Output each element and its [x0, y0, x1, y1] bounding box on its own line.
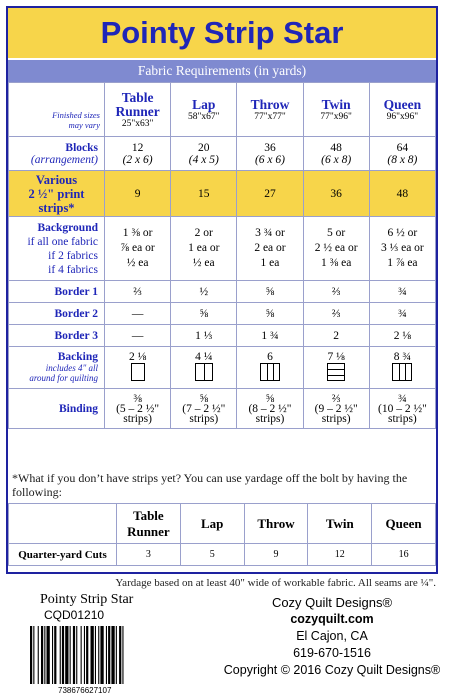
company-city: El Cajon, CA [296, 629, 368, 643]
border1-cell: ¾ [369, 281, 435, 303]
background-cell: 5 or 2 ½ ea or 1 ⅜ ea [303, 217, 369, 281]
blocks-cell: 48 (6 x 8) [303, 137, 369, 171]
border1-cell: ⅔ [105, 281, 171, 303]
binding-cell: ⅝ (8 – 2 ½" strips) [237, 389, 303, 429]
binding-cell: ⅝ (7 – 2 ½" strips) [171, 389, 237, 429]
qy-header-table-runner: Table Runner [117, 504, 181, 544]
border2-label: Border 2 [9, 303, 105, 325]
company-name: Cozy Quilt Designs® [271, 595, 393, 610]
border2-cell: ⅝ [237, 303, 303, 325]
page-title: Pointy Strip Star [8, 8, 436, 58]
quarter-yard-cell: 16 [372, 544, 436, 566]
border2-cell: — [105, 303, 171, 325]
background-cell: 2 or 1 ea or ½ ea [171, 217, 237, 281]
blocks-cell: 36 (6 x 6) [237, 137, 303, 171]
backing-cell: 4 ¼ [171, 347, 237, 389]
three-panel-vertical-icon [260, 363, 280, 381]
backing-cell: 2 ⅛ [105, 347, 171, 389]
three-panel-vertical-icon [392, 363, 412, 381]
quarter-yard-table [8, 503, 436, 566]
quarter-yard-row [9, 544, 436, 566]
col-header-lap: Lap 58"x67" [171, 83, 237, 137]
border1-label: Border 1 [9, 281, 105, 303]
border3-label: Border 3 [9, 325, 105, 347]
border2-cell: ⅝ [171, 303, 237, 325]
strips-row [9, 171, 436, 217]
border1-cell: ⅝ [237, 281, 303, 303]
blocks-cell: 12 (2 x 6) [105, 137, 171, 171]
qy-header-queen: Queen [372, 504, 436, 544]
border3-cell: 1 ¾ [237, 325, 303, 347]
background-cell: 6 ½ or 3 ⅓ ea or 1 ⅞ ea [369, 217, 435, 281]
blocks-row [9, 137, 436, 171]
quarter-yard-cell: 3 [117, 544, 181, 566]
strips-cell: 27 [237, 171, 303, 217]
strips-label: Various 2 ½" print strips* [9, 171, 105, 217]
one-panel-icon [131, 363, 145, 381]
binding-cell: ⅔ (9 – 2 ½" strips) [303, 389, 369, 429]
strips-cell: 9 [105, 171, 171, 217]
empty-corner [9, 504, 117, 544]
background-cell: 1 ⅜ or ⅞ ea or ½ ea [105, 217, 171, 281]
qy-header-lap: Lap [180, 504, 244, 544]
size-header-row [9, 83, 436, 137]
border1-cell: ½ [171, 281, 237, 303]
binding-label: Binding [9, 389, 105, 429]
col-header-table-runner: Table Runner 25"x63" [105, 83, 171, 137]
two-panel-vertical-icon [195, 363, 213, 381]
barcode-title: Pointy Strip Star [40, 592, 134, 607]
company-phone: 619-670-1516 [293, 646, 371, 660]
col-header-twin: Twin 77"x96" [303, 83, 369, 137]
barcode-image [28, 626, 170, 684]
fabric-table [8, 82, 436, 429]
strips-cell: 36 [303, 171, 369, 217]
binding-row [9, 389, 436, 429]
backing-row [9, 347, 436, 389]
border2-cell: ⅔ [303, 303, 369, 325]
background-label: Background if all one fabric if 2 fabrics if 4 fabrics [9, 217, 105, 281]
quarter-yard-cell: 9 [244, 544, 308, 566]
background-row [9, 217, 436, 281]
company-website: cozyquilt.com [290, 612, 374, 626]
yardage-note: Yardage based on at least 40" wide of workable fabric. All seams are ¼". [115, 577, 436, 589]
company-copyright: Copyright © 2016 Cozy Quilt Designs® [223, 663, 441, 677]
backing-cell: 6 [237, 347, 303, 389]
col-header-throw: Throw 77"x77" [237, 83, 303, 137]
border3-row [9, 325, 436, 347]
blocks-label: Blocks (arrangement) [9, 137, 105, 171]
blocks-cell: 20 (4 x 5) [171, 137, 237, 171]
border1-cell: ⅔ [303, 281, 369, 303]
background-cell: 3 ¾ or 2 ea or 1 ea [237, 217, 303, 281]
three-panel-horizontal-icon [327, 363, 345, 381]
backing-label: Backing includes 4" all around for quilting [9, 347, 105, 389]
fabric-requirements-header: Fabric Requirements (in yards) [8, 60, 436, 82]
backing-cell: 8 ¾ [369, 347, 435, 389]
company-block [222, 594, 442, 679]
qy-header-twin: Twin [308, 504, 372, 544]
border3-cell: 2 ⅛ [369, 325, 435, 347]
qy-header-throw: Throw [244, 504, 308, 544]
strips-cell: 15 [171, 171, 237, 217]
finished-note: Finished sizes may vary [9, 83, 105, 137]
quarter-yard-cell: 12 [308, 544, 372, 566]
binding-cell: ⅜ (5 – 2 ½" strips) [105, 389, 171, 429]
quarter-yard-cell: 5 [180, 544, 244, 566]
blocks-cell: 64 (8 x 8) [369, 137, 435, 171]
border3-cell: 2 [303, 325, 369, 347]
strips-cell: 48 [369, 171, 435, 217]
border3-cell: 1 ⅓ [171, 325, 237, 347]
binding-cell: ¾ (10 – 2 ½" strips) [369, 389, 435, 429]
barcode-number: 738676627107 [58, 686, 112, 695]
backing-cell: 7 ⅛ [303, 347, 369, 389]
border1-row [9, 281, 436, 303]
border2-row [9, 303, 436, 325]
strips-footnote: *What if you don’t have strips yet? You can use yardage off the bolt by having the following: [12, 471, 408, 499]
quarter-yard-header-row [9, 504, 436, 544]
border2-cell: ¾ [369, 303, 435, 325]
col-header-queen: Queen 96"x96" [369, 83, 435, 137]
quarter-yard-label: Quarter-yard Cuts [9, 544, 117, 566]
border3-cell: — [105, 325, 171, 347]
product-code: CQD01210 [44, 608, 105, 622]
